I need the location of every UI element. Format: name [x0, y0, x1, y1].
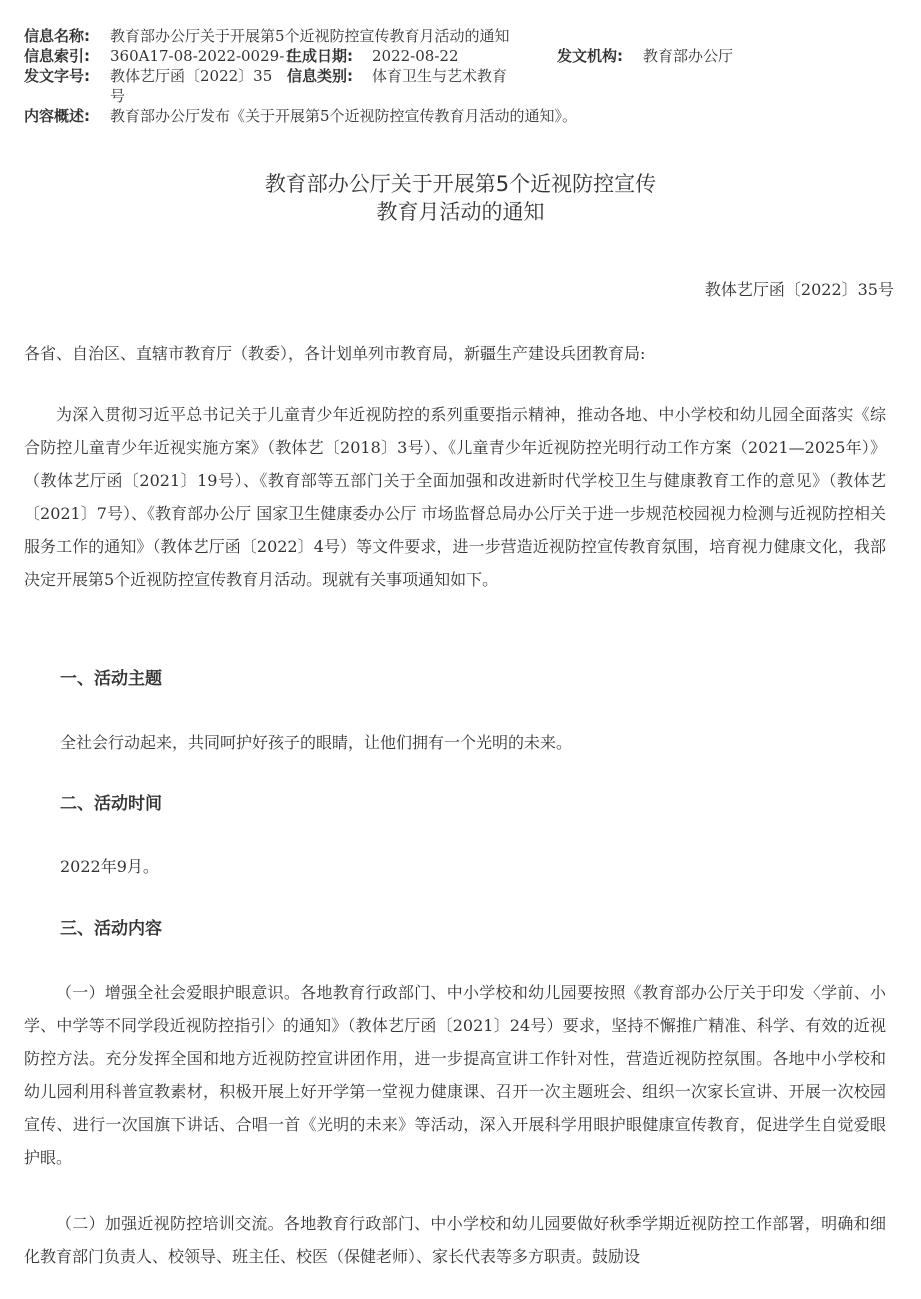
org-value: 教育部办公厅: [643, 47, 734, 65]
meta-row-docno-cont: [24, 86, 904, 106]
info-index-label: 信息索引:: [24, 47, 90, 65]
date-label: 生成日期:: [287, 47, 353, 65]
summary-label: 内容概述:: [24, 107, 90, 125]
intro-paragraph: 为深入贯彻习近平总书记关于儿童青少年近视防控的系列重要指示精神，推动各地、中小学校和幼儿园全面落实《综合防控儿童青少年近视实施方案》（教体艺〔2018〕3号）、《儿童青少年近视防控光明行动工作方案（2021—2025年）》（教体艺厅函〔2021〕19号）、《教育部等五部门关于全面加强和改进新时代学校卫生与健康教育工作的意见》（教体艺〔2021〕7号）、《教育部办公厅 国家卫生健康委办公厅 市场监督总局办公厅关于进一步规范校园视力检测与近视防控相关服务工作的通知》（教体艺厅函〔2022〕4号）等文件要求，进一步营造近视防控宣传教育氛围，培育视力健康文化，我部决定开展第5个近视防控宣传教育月活动。现就有关事项通知如下。: [24, 405, 886, 589]
section-1-text: 全社会行动起来，共同呵护好孩子的眼睛，让他们拥有一个光明的未来。: [60, 733, 573, 752]
date-value: 2022-08-22: [372, 47, 459, 65]
docno-value-line2: 号: [110, 87, 126, 105]
document-metadata: [24, 26, 904, 126]
category-value: 体育卫生与艺术教育: [372, 67, 508, 85]
recipients: 各省、自治区、直辖市教育厅（教委），各计划单列市教育局，新疆生产建设兵团教育局:: [24, 344, 646, 363]
document-title: [0, 170, 921, 226]
meta-row-docno: [24, 66, 904, 86]
info-name-label: 信息名称:: [24, 27, 90, 45]
title-line-2: 教育月活动的通知: [376, 200, 545, 224]
section-2-heading: 二、活动时间: [60, 794, 162, 814]
category-label: 信息类别:: [287, 67, 353, 85]
docno-label: 发文字号:: [24, 67, 90, 85]
info-name-value: 教育部办公厅关于开展第5个近视防控宣传教育月活动的通知: [110, 27, 510, 45]
section-2-text: 2022年9月。: [60, 857, 159, 876]
section-3-heading: 三、活动内容: [60, 919, 162, 939]
document-number: 教体艺厅函〔2022〕35号: [704, 280, 894, 299]
docno-value-line1: 教体艺厅函〔2022〕35: [110, 67, 273, 85]
info-index-value: 360A17-08-2022-0029-1: [110, 47, 294, 65]
meta-row-summary: [24, 106, 904, 126]
item-2-paragraph: （二）加强近视防控培训交流。各地教育行政部门、中小学校和幼儿园要做好秋季学期近视防控工作部署，明确和细化教育部门负责人、校领导、班主任、校医（保健老师）、家长代表等多方职责。鼓励设: [24, 1214, 886, 1266]
org-label: 发文机构:: [557, 47, 623, 65]
meta-row-name: [24, 26, 904, 46]
title-line-1: 教育部办公厅关于开展第5个近视防控宣传: [264, 172, 657, 196]
item-1-paragraph: （一）增强全社会爱眼护眼意识。各地教育行政部门、中小学校和幼儿园要按照《教育部办公厅关于印发〈学前、小学、中学等不同学段近视防控指引〉的通知》（教体艺厅函〔2021〕24号）要求，坚持不懈推广精准、科学、有效的近视防控方法。充分发挥全国和地方近视防控宣讲团作用，进一步提高宣讲工作针对性，营造近视防控氛围。各地中小学校和幼儿园利用科普宣教素材，积极开展上好开学第一堂视力健康课、召开一次主题班会、组织一次家长宣讲、开展一次校园宣传、进行一次国旗下讲话、合唱一首《光明的未来》等活动，深入开展科学用眼护眼健康宣传教育，促进学生自觉爱眼护眼。: [24, 983, 886, 1167]
meta-row-index: [24, 46, 904, 66]
section-1-heading: 一、活动主题: [60, 669, 162, 689]
summary-value: 教育部办公厅发布《关于开展第5个近视防控宣传教育月活动的通知》。: [110, 107, 578, 125]
